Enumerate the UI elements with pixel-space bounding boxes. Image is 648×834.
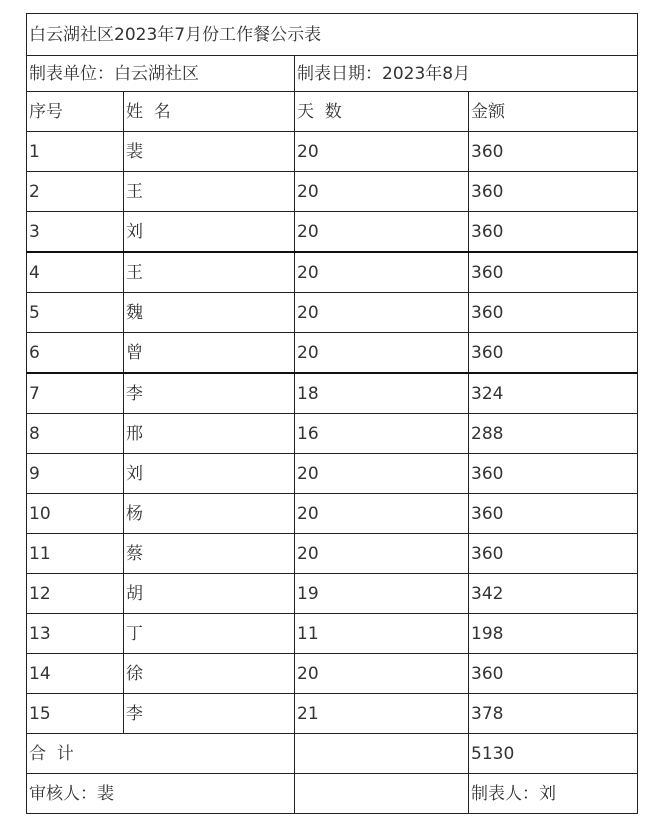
cell-name: 李: [124, 694, 295, 734]
table-row: [27, 132, 638, 172]
cell-no: 3: [27, 212, 124, 253]
signature-empty: [295, 774, 469, 814]
cell-no: 11: [27, 534, 124, 574]
cell-amount: 360: [469, 132, 638, 172]
cell-amount: 198: [469, 614, 638, 654]
cell-no: 6: [27, 333, 124, 374]
cell-name: 徐: [124, 654, 295, 694]
cell-no: 10: [27, 494, 124, 534]
cell-name: 曾: [124, 333, 295, 374]
cell-name: 李: [124, 373, 295, 414]
cell-amount: 360: [469, 654, 638, 694]
cell-no: 14: [27, 654, 124, 694]
total-amount: 5130: [469, 734, 638, 774]
cell-days: 20: [295, 212, 469, 253]
cell-name: 裴: [124, 132, 295, 172]
table-row: [27, 172, 638, 212]
cell-days: 16: [295, 414, 469, 454]
title-row: [27, 14, 638, 56]
cell-days: 21: [295, 694, 469, 734]
cell-no: 8: [27, 414, 124, 454]
reviewer-label: 审核人：裴: [27, 774, 295, 814]
cell-days: 20: [295, 654, 469, 694]
table-row: [27, 494, 638, 534]
table-row: [27, 293, 638, 333]
cell-name: 杨: [124, 494, 295, 534]
table-row: [27, 694, 638, 734]
cell-amount: 342: [469, 574, 638, 614]
cell-name: 王: [124, 172, 295, 212]
table-title: 白云湖社区2023年7月份工作餐公示表: [27, 14, 638, 56]
cell-amount: 360: [469, 534, 638, 574]
table-row: [27, 454, 638, 494]
cell-name: 刘: [124, 212, 295, 253]
cell-days: 11: [295, 614, 469, 654]
cell-no: 12: [27, 574, 124, 614]
cell-no: 1: [27, 132, 124, 172]
unit-label: 制表单位：白云湖社区: [27, 56, 295, 92]
cell-amount: 324: [469, 373, 638, 414]
signature-row: [27, 774, 638, 814]
table-row: [27, 414, 638, 454]
cell-amount: 360: [469, 252, 638, 293]
cell-no: 2: [27, 172, 124, 212]
cell-name: 刘: [124, 454, 295, 494]
cell-amount: 360: [469, 212, 638, 253]
cell-days: 20: [295, 293, 469, 333]
table-row: [27, 333, 638, 374]
cell-no: 15: [27, 694, 124, 734]
cell-name: 王: [124, 252, 295, 293]
cell-amount: 360: [469, 293, 638, 333]
table-row: [27, 373, 638, 414]
cell-no: 13: [27, 614, 124, 654]
cell-amount: 360: [469, 172, 638, 212]
cell-amount: 360: [469, 494, 638, 534]
header-days: 天 数: [295, 92, 469, 132]
header-amount: 金额: [469, 92, 638, 132]
cell-name: 蔡: [124, 534, 295, 574]
cell-no: 7: [27, 373, 124, 414]
info-row: [27, 56, 638, 92]
date-label: 制表日期：2023年8月: [295, 56, 638, 92]
cell-amount: 288: [469, 414, 638, 454]
cell-days: 20: [295, 494, 469, 534]
table-row: [27, 212, 638, 253]
cell-no: 4: [27, 252, 124, 293]
table-row: [27, 252, 638, 293]
cell-days: 20: [295, 534, 469, 574]
header-no: 序号: [27, 92, 124, 132]
cell-name: 丁: [124, 614, 295, 654]
cell-amount: 360: [469, 454, 638, 494]
cell-days: 20: [295, 172, 469, 212]
table-row: [27, 654, 638, 694]
total-row: [27, 734, 638, 774]
header-row: [27, 92, 638, 132]
cell-name: 胡: [124, 574, 295, 614]
cell-no: 9: [27, 454, 124, 494]
cell-days: 20: [295, 252, 469, 293]
cell-days: 20: [295, 333, 469, 374]
cell-days: 18: [295, 373, 469, 414]
cell-no: 5: [27, 293, 124, 333]
cell-days: 20: [295, 454, 469, 494]
meal-publication-table: [26, 13, 638, 814]
cell-name: 魏: [124, 293, 295, 333]
cell-days: 20: [295, 132, 469, 172]
total-label: 合 计: [27, 734, 295, 774]
cell-amount: 360: [469, 333, 638, 374]
cell-days: 19: [295, 574, 469, 614]
table-row: [27, 534, 638, 574]
cell-amount: 378: [469, 694, 638, 734]
preparer-label: 制表人：刘: [469, 774, 638, 814]
cell-name: 邢: [124, 414, 295, 454]
total-days-empty: [295, 734, 469, 774]
table-row: [27, 614, 638, 654]
header-name: 姓 名: [124, 92, 295, 132]
table-row: [27, 574, 638, 614]
